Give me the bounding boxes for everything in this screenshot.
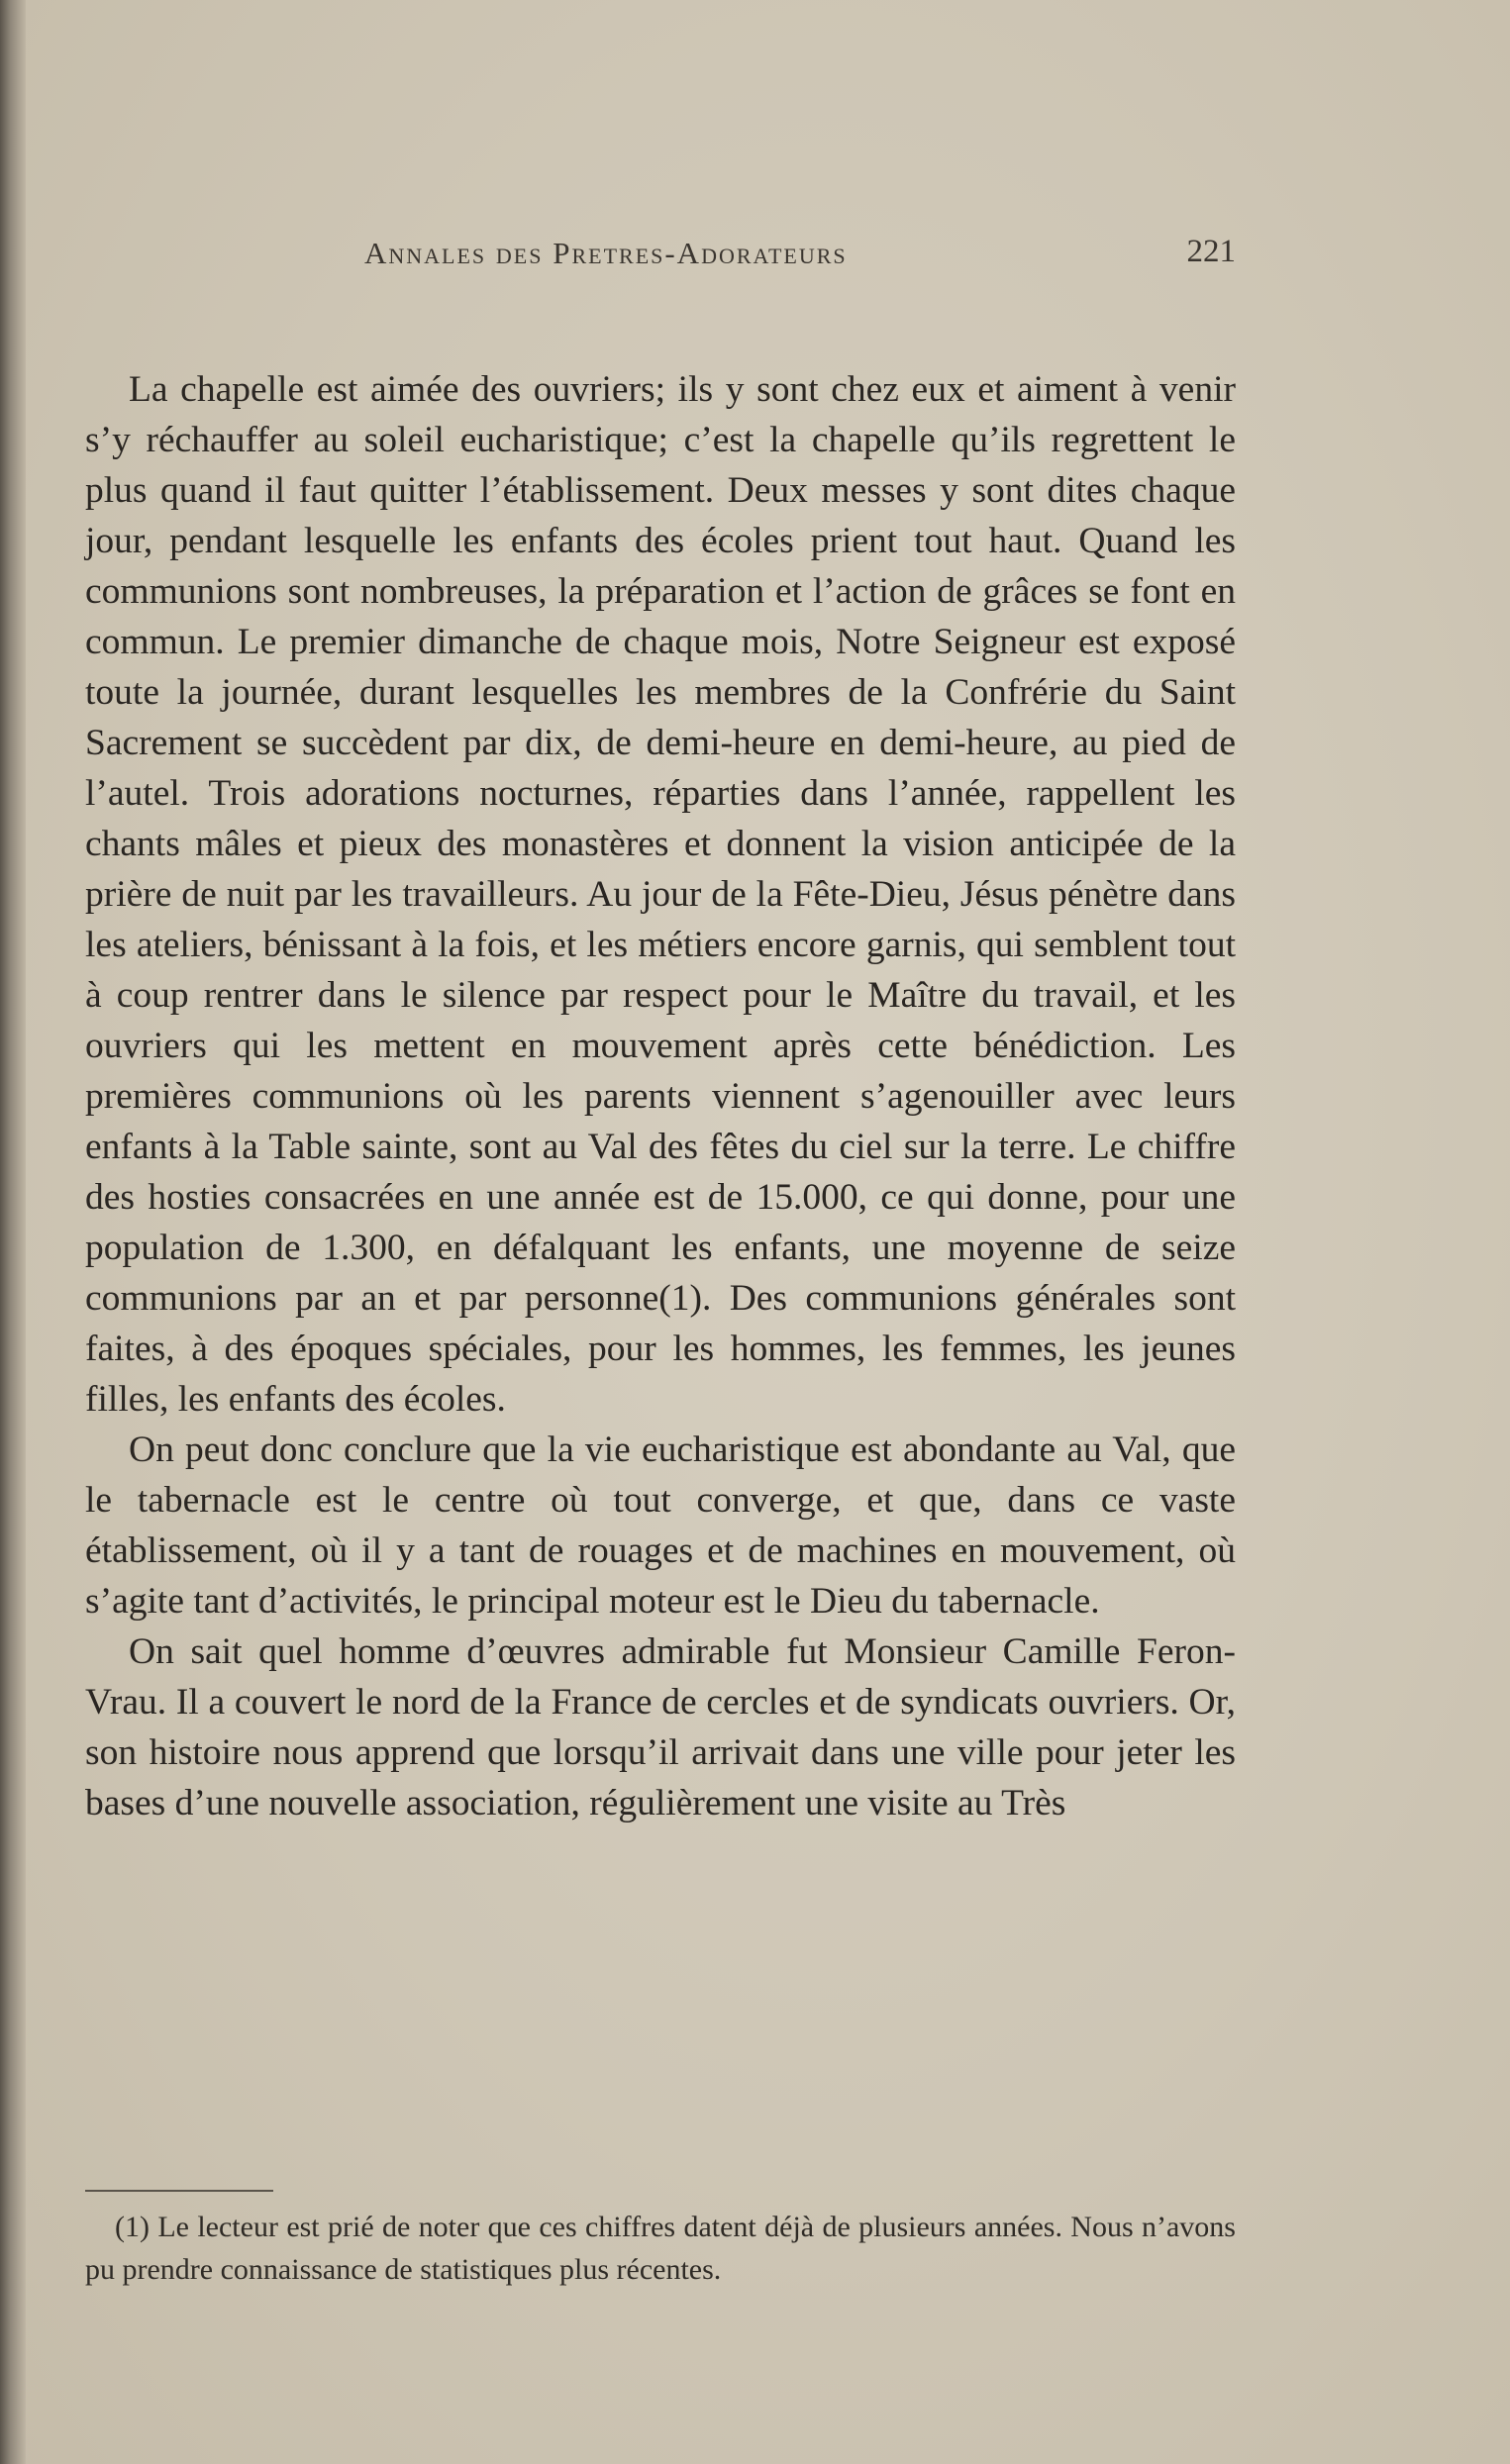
footnote-rule	[85, 2190, 273, 2192]
paragraph: On sait quel homme d’œuvres admirable fut Monsieur Camille Feron-Vrau. Il a couvert le nord de la France de cercles et de syndicats ouvriers. Or, son histoire nous apprend que lorsqu’il arrivait dans une ville pour jeter les bases d’une nouvelle association, régulièrement une visite au Très	[85, 1631, 1236, 1823]
running-title: Annales des Pretres-Adorateurs	[364, 236, 848, 270]
binding-edge	[0, 0, 26, 2464]
page-header	[364, 236, 1236, 275]
page-number: 221	[1186, 234, 1236, 269]
footnote: (1) Le lecteur est prié de noter que ces chiffres datent déjà de plusieurs années. Nous n’avons pu prendre connaissance de statistiques plus récentes.	[85, 2211, 1236, 2286]
paragraph: On peut donc conclure que la vie eucharistique est abondante au Val, que le tabernacle est le centre où tout converge, et que, dans ce vaste établissement, où il y a tant de rouages et de machines en mouvement, où s’agite tant d’activités, le principal moteur est le Dieu du tabernacle.	[85, 1429, 1236, 1622]
paragraph: La chapelle est aimée des ouvriers; ils y sont chez eux et aiment à venir s’y réchauffer au soleil eucharistique; c’est la chapelle qu’ils regrettent le plus quand il faut quitter l’établissement. Deux messes y sont dites chaque jour, pendant lesquelle les enfants des écoles prient tout haut. Quand les communions sont nombreuses, la préparation et l’action de grâces se font en commun. Le premier dimanche de chaque mois, Notre Seigneur est exposé toute la journée, durant lesquelles les membres de la Confrérie du Saint Sacrement se succèdent par dix, de demi-heure en demi-heure, au pied de l’autel. Trois adorations nocturnes, réparties dans l’année, rappellent les chants mâles et pieux des monastères et donnent la vision anticipée de la prière de nuit par les travailleurs. Au jour de la Fête-Dieu, Jésus pénètre dans les ateliers, bénissant à la fois, et les métiers encore garnis, qui semblent tout à coup rentrer dans le silence par respect pour le Maître du travail, et les ouvriers qui les mettent en mouvement après cette bénédiction. Les premières communions où les parents viennent s’agenouiller avec leurs enfants à la Table sainte, sont au Val des fêtes du ciel sur la terre. Le chiffre des hosties consacrées en une année est de 15.000, ce qui donne, pour une population de 1.300, en défalquant les enfants, une moyenne de seize communions par an et par personne(1). Des communions générales sont faites, à des époques spéciales, pour les hommes, les femmes, les jeunes filles, les enfants des écoles.	[85, 369, 1236, 1420]
body-text	[85, 364, 1236, 1828]
